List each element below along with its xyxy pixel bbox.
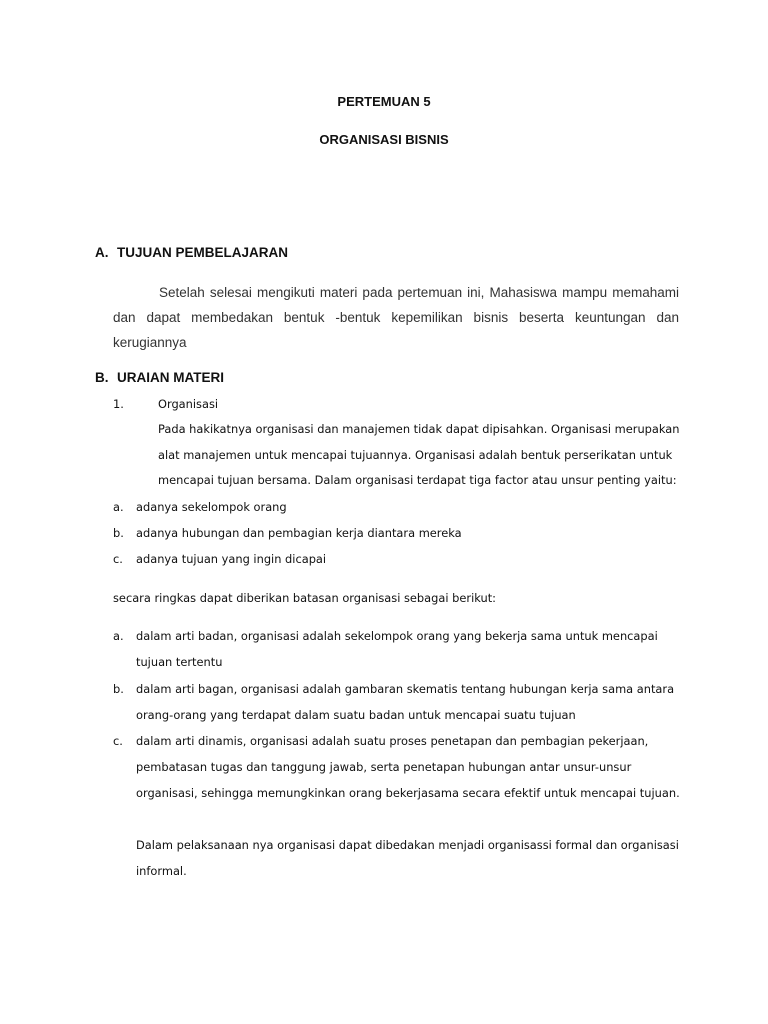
list-text: adanya sekelompok orang	[136, 500, 287, 514]
list-text: tujuan tertentu	[136, 655, 223, 669]
section-a-title: TUJUAN PEMBELAJARAN	[117, 245, 289, 260]
list-text: pembatasan tugas dan tanggung jawab, serta penetapan hubungan antar unsur-unsur	[136, 760, 632, 774]
list-marker: a.	[113, 500, 124, 514]
section-b-letter: B.	[95, 370, 109, 385]
paragraph-line: alat manajemen untuk mencapai tujuannya. Organisasi adalah bentuk perserikatan untuk	[158, 448, 673, 462]
list-marker: b.	[113, 526, 124, 540]
paragraph-line: dan dapat membedakan bentuk -bentuk kepemilikan bisnis beserta keuntungan dan	[113, 310, 679, 325]
list-marker: a.	[113, 629, 124, 643]
meeting-title: PERTEMUAN 5	[337, 94, 431, 109]
list-marker: b.	[113, 682, 124, 696]
paragraph-line: Pada hakikatnya organisasi dan manajemen tidak dapat dipisahkan. Organisasi merupakan	[158, 422, 680, 436]
list-text: dalam arti bagan, organisasi adalah gambaran skematis tentang hubungan kerja sama antara	[136, 682, 675, 696]
paragraph-line: kerugiannya	[113, 335, 187, 350]
section-a-paragraph	[113, 280, 679, 355]
section-b-title: URAIAN MATERI	[117, 370, 224, 385]
summary-intro: secara ringkas dapat diberikan batasan organisasi sebagai berikut:	[113, 591, 496, 605]
list-text: adanya hubungan dan pembagian kerja diantara mereka	[136, 526, 462, 540]
paragraph-line: Setelah selesai mengikuti materi pada pertemuan ini, Mahasiswa mampu memahami	[159, 285, 679, 300]
paragraph-line: informal.	[136, 864, 187, 878]
topic-title: ORGANISASI BISNIS	[319, 132, 449, 147]
list-marker: c.	[113, 734, 123, 748]
list-text: orang-orang yang terdapat dalam suatu badan untuk mencapai suatu tujuan	[136, 708, 576, 722]
list-marker: c.	[113, 552, 123, 566]
list-text: dalam arti badan, organisasi adalah sekelompok orang yang bekerja sama untuk mencapai	[136, 629, 658, 643]
section-a-letter: A.	[95, 245, 109, 260]
item-number: 1.	[113, 397, 124, 411]
paragraph-line: Dalam pelaksanaan nya organisasi dapat dibedakan menjadi organisassi formal dan organisasi	[136, 838, 679, 852]
section-b-heading	[95, 370, 224, 385]
section-a-heading	[95, 245, 288, 260]
list-text: adanya tujuan yang ingin dicapai	[136, 552, 327, 566]
list-text: organisasi, sehingga memungkinkan orang bekerjasama secara efektif untuk mencapai tujuan.	[136, 786, 680, 800]
paragraph-line: mencapai tujuan bersama. Dalam organisasi terdapat tiga factor atau unsur penting yaitu:	[158, 473, 677, 487]
list-text: dalam arti dinamis, organisasi adalah suatu proses penetapan dan pembagian pekerjaan,	[136, 734, 649, 748]
item-label: Organisasi	[158, 397, 219, 411]
